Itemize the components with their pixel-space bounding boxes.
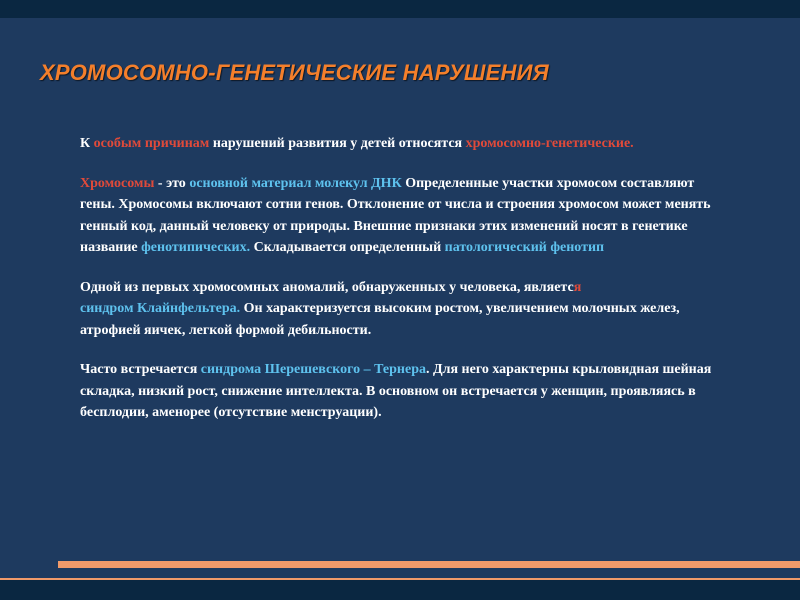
top-band bbox=[0, 0, 800, 18]
paragraph-2 bbox=[80, 173, 730, 259]
p4-text-1: Часто встречается bbox=[80, 362, 201, 377]
p1-text-5: . bbox=[630, 136, 634, 151]
decor-line-upper bbox=[58, 561, 800, 568]
p2-text-6: Складывается определенный bbox=[250, 240, 445, 255]
p2-highlight-phenotypic: фенотипических. bbox=[141, 240, 251, 255]
p2-highlight-dna: основной материал молекул ДНК bbox=[189, 175, 402, 191]
p3-text-4: Он характеризуется высоким ростом, увеличением молочных желез, атрофией яичек, легкой формой дебильности. bbox=[80, 301, 680, 338]
p1-highlight-special-causes: особым причинам bbox=[93, 136, 210, 151]
paragraph-3 bbox=[80, 277, 730, 342]
p4-highlight-turner: синдрома Шерешевского – Тернера bbox=[200, 362, 426, 377]
p2-text-2: - это bbox=[154, 175, 190, 191]
p3-highlight-klinefelter: синдром Клайнфельтера. bbox=[80, 301, 241, 316]
bottom-band bbox=[0, 580, 800, 600]
paragraph-4 bbox=[80, 359, 730, 424]
paragraph-1 bbox=[80, 133, 730, 155]
slide-title: ХРОМОСОМНО-ГЕНЕТИЧЕСКИЕ НАРУШЕНИЯ bbox=[40, 60, 549, 85]
p1-text-1: К bbox=[80, 136, 94, 151]
p4-text-3: . Для него характерны крыловидная шейная складка, низкий рост, снижение интеллекта. В основном он встречается у женщин, проявляясь в бесплодии, аменорее (отсутствие менструации). bbox=[80, 362, 712, 420]
p1-text-3: нарушений развития у детей относятся bbox=[209, 136, 466, 151]
p2-highlight-pathological-phenotype: патологический фенотип bbox=[444, 240, 605, 255]
p2-text-4: Определенные участки хромосом составляют гены. Хромосомы включают сотни генов. Отклонение от числа и строения хромосом может менять генный код, данный человеку от природы. Внешние признаки этих изменений носят в генетике название bbox=[80, 175, 711, 255]
p3-text-1: Одной из первых хромосомных аномалий, обнаруженных у человека, являетс bbox=[80, 279, 574, 295]
p1-highlight-chromosomal: хромосомно-генетические bbox=[465, 136, 631, 151]
p2-highlight-chromosomes: Хромосомы bbox=[80, 175, 155, 191]
p3-text-2: я bbox=[573, 279, 582, 295]
slide-body bbox=[80, 133, 730, 442]
